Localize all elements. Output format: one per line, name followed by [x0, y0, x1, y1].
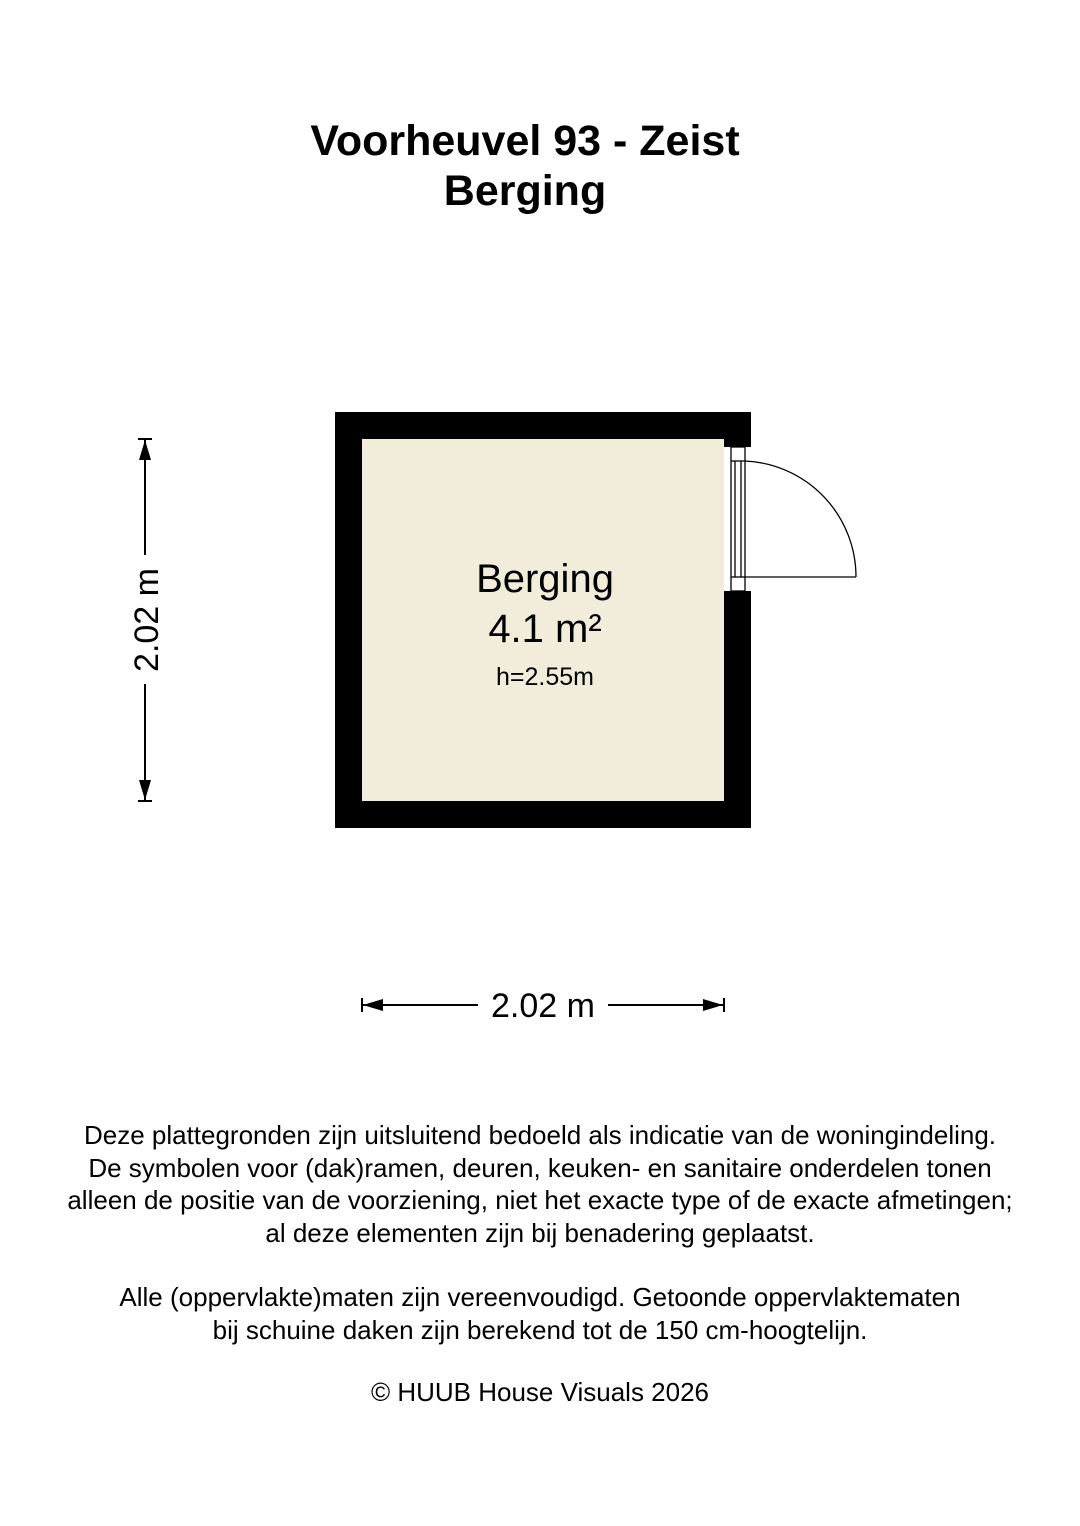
arrow-left-icon — [363, 999, 383, 1011]
disclaimer-line: Alle (oppervlakte)maten zijn vereenvoudigd. Getoonde oppervlaktematen — [119, 1282, 961, 1312]
disclaimer-line: alleen de positie van de voorziening, niet het exacte type of de exacte afmetingen; — [67, 1185, 1013, 1215]
disclaimer-line: Deze plattegronden zijn uitsluitend bedoeld als indicatie van de woningindeling. — [83, 1120, 997, 1150]
disclaimer-line: De symbolen voor (dak)ramen, deuren, keuken- en sanitaire onderdelen tonen — [88, 1152, 992, 1183]
plan-subtitle: Berging — [443, 167, 607, 215]
room-height: h=2.55m — [496, 663, 594, 691]
copyright: © HUUB House Visuals 2026 — [370, 1377, 710, 1407]
dimension-horizontal-label: 2.02 m — [491, 987, 595, 1025]
dimension-vertical-label: 2.02 m — [128, 568, 166, 672]
wall-left — [335, 412, 362, 828]
disclaimer-line: bij schuine daken zijn berekend tot de 150 cm-hoogtelijn. — [212, 1314, 868, 1345]
arrow-right-icon — [703, 999, 723, 1011]
arrow-down-icon — [139, 780, 151, 800]
wall-top — [335, 412, 751, 439]
disclaimer-paragraph-2 — [0, 1281, 1080, 1346]
disclaimer-line: al deze elementen zijn bij benadering geplaatst. — [265, 1217, 815, 1248]
wall-right-upper — [724, 412, 751, 447]
wall-right-lower — [724, 591, 751, 828]
plan-title: Voorheuvel 93 - Zeist — [310, 117, 740, 165]
room-area: 4.1 m² — [488, 607, 602, 651]
wall-bottom — [335, 801, 751, 828]
room-name: Berging — [476, 557, 614, 601]
door-icon — [731, 447, 856, 591]
disclaimer-paragraph-1 — [0, 1119, 1080, 1249]
arrow-up-icon — [139, 440, 151, 460]
